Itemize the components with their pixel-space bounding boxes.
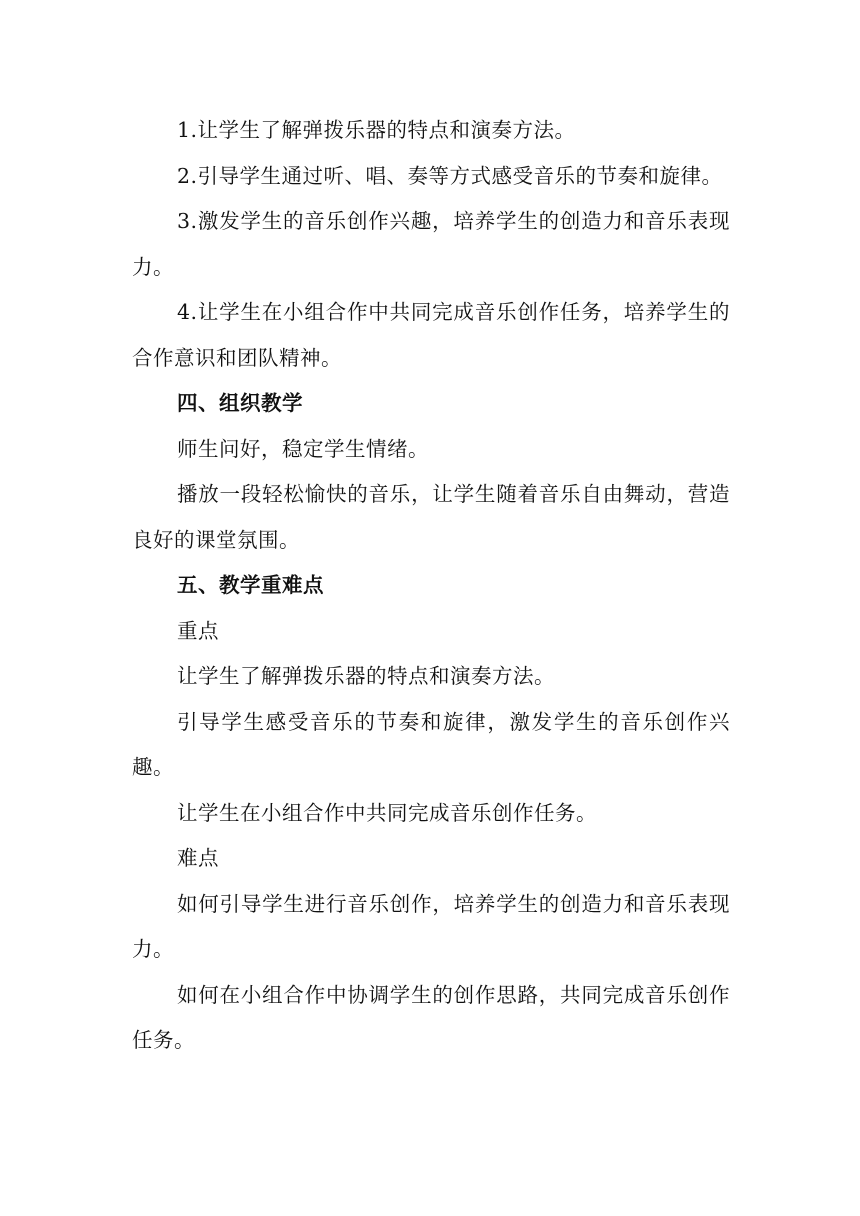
key-point-3: 让学生在小组合作中共同完成音乐创作任务。 (177, 800, 597, 825)
difficulty-2: 如何在小组合作中协调学生的创作思路，共同完成音乐创作任务。 (132, 982, 730, 1052)
difficulties-label: 难点 (177, 846, 219, 870)
key-points-label: 重点 (177, 618, 219, 643)
organize-paragraph-2: 播放一段轻松愉快的音乐，让学生随着音乐自由舞动，营造良好的课堂氛围。 (132, 482, 730, 552)
section-heading-key-difficult-points: 五、教学重难点 (177, 573, 324, 597)
objective-3: 3.激发学生的音乐创作兴趣，培养学生的创造力和音乐表现力。 (132, 209, 730, 279)
objective-2: 2.引导学生通过听、唱、奏等方式感受音乐的节奏和旋律。 (177, 163, 723, 188)
organize-paragraph-1: 师生问好，稳定学生情绪。 (177, 436, 429, 461)
objective-4: 4.让学生在小组合作中共同完成音乐创作任务，培养学生的合作意识和团队精神。 (132, 300, 730, 370)
section-heading-organize-teaching: 四、组织教学 (177, 391, 303, 415)
key-point-2: 引导学生感受音乐的节奏和旋律，激发学生的音乐创作兴趣。 (132, 709, 730, 779)
key-point-1: 让学生了解弹拨乐器的特点和演奏方法。 (177, 664, 555, 688)
document-page (132, 108, 730, 1064)
objective-1: 1.让学生了解弹拨乐器的特点和演奏方法。 (177, 118, 576, 142)
difficulty-1: 如何引导学生进行音乐创作，培养学生的创造力和音乐表现力。 (132, 891, 730, 961)
